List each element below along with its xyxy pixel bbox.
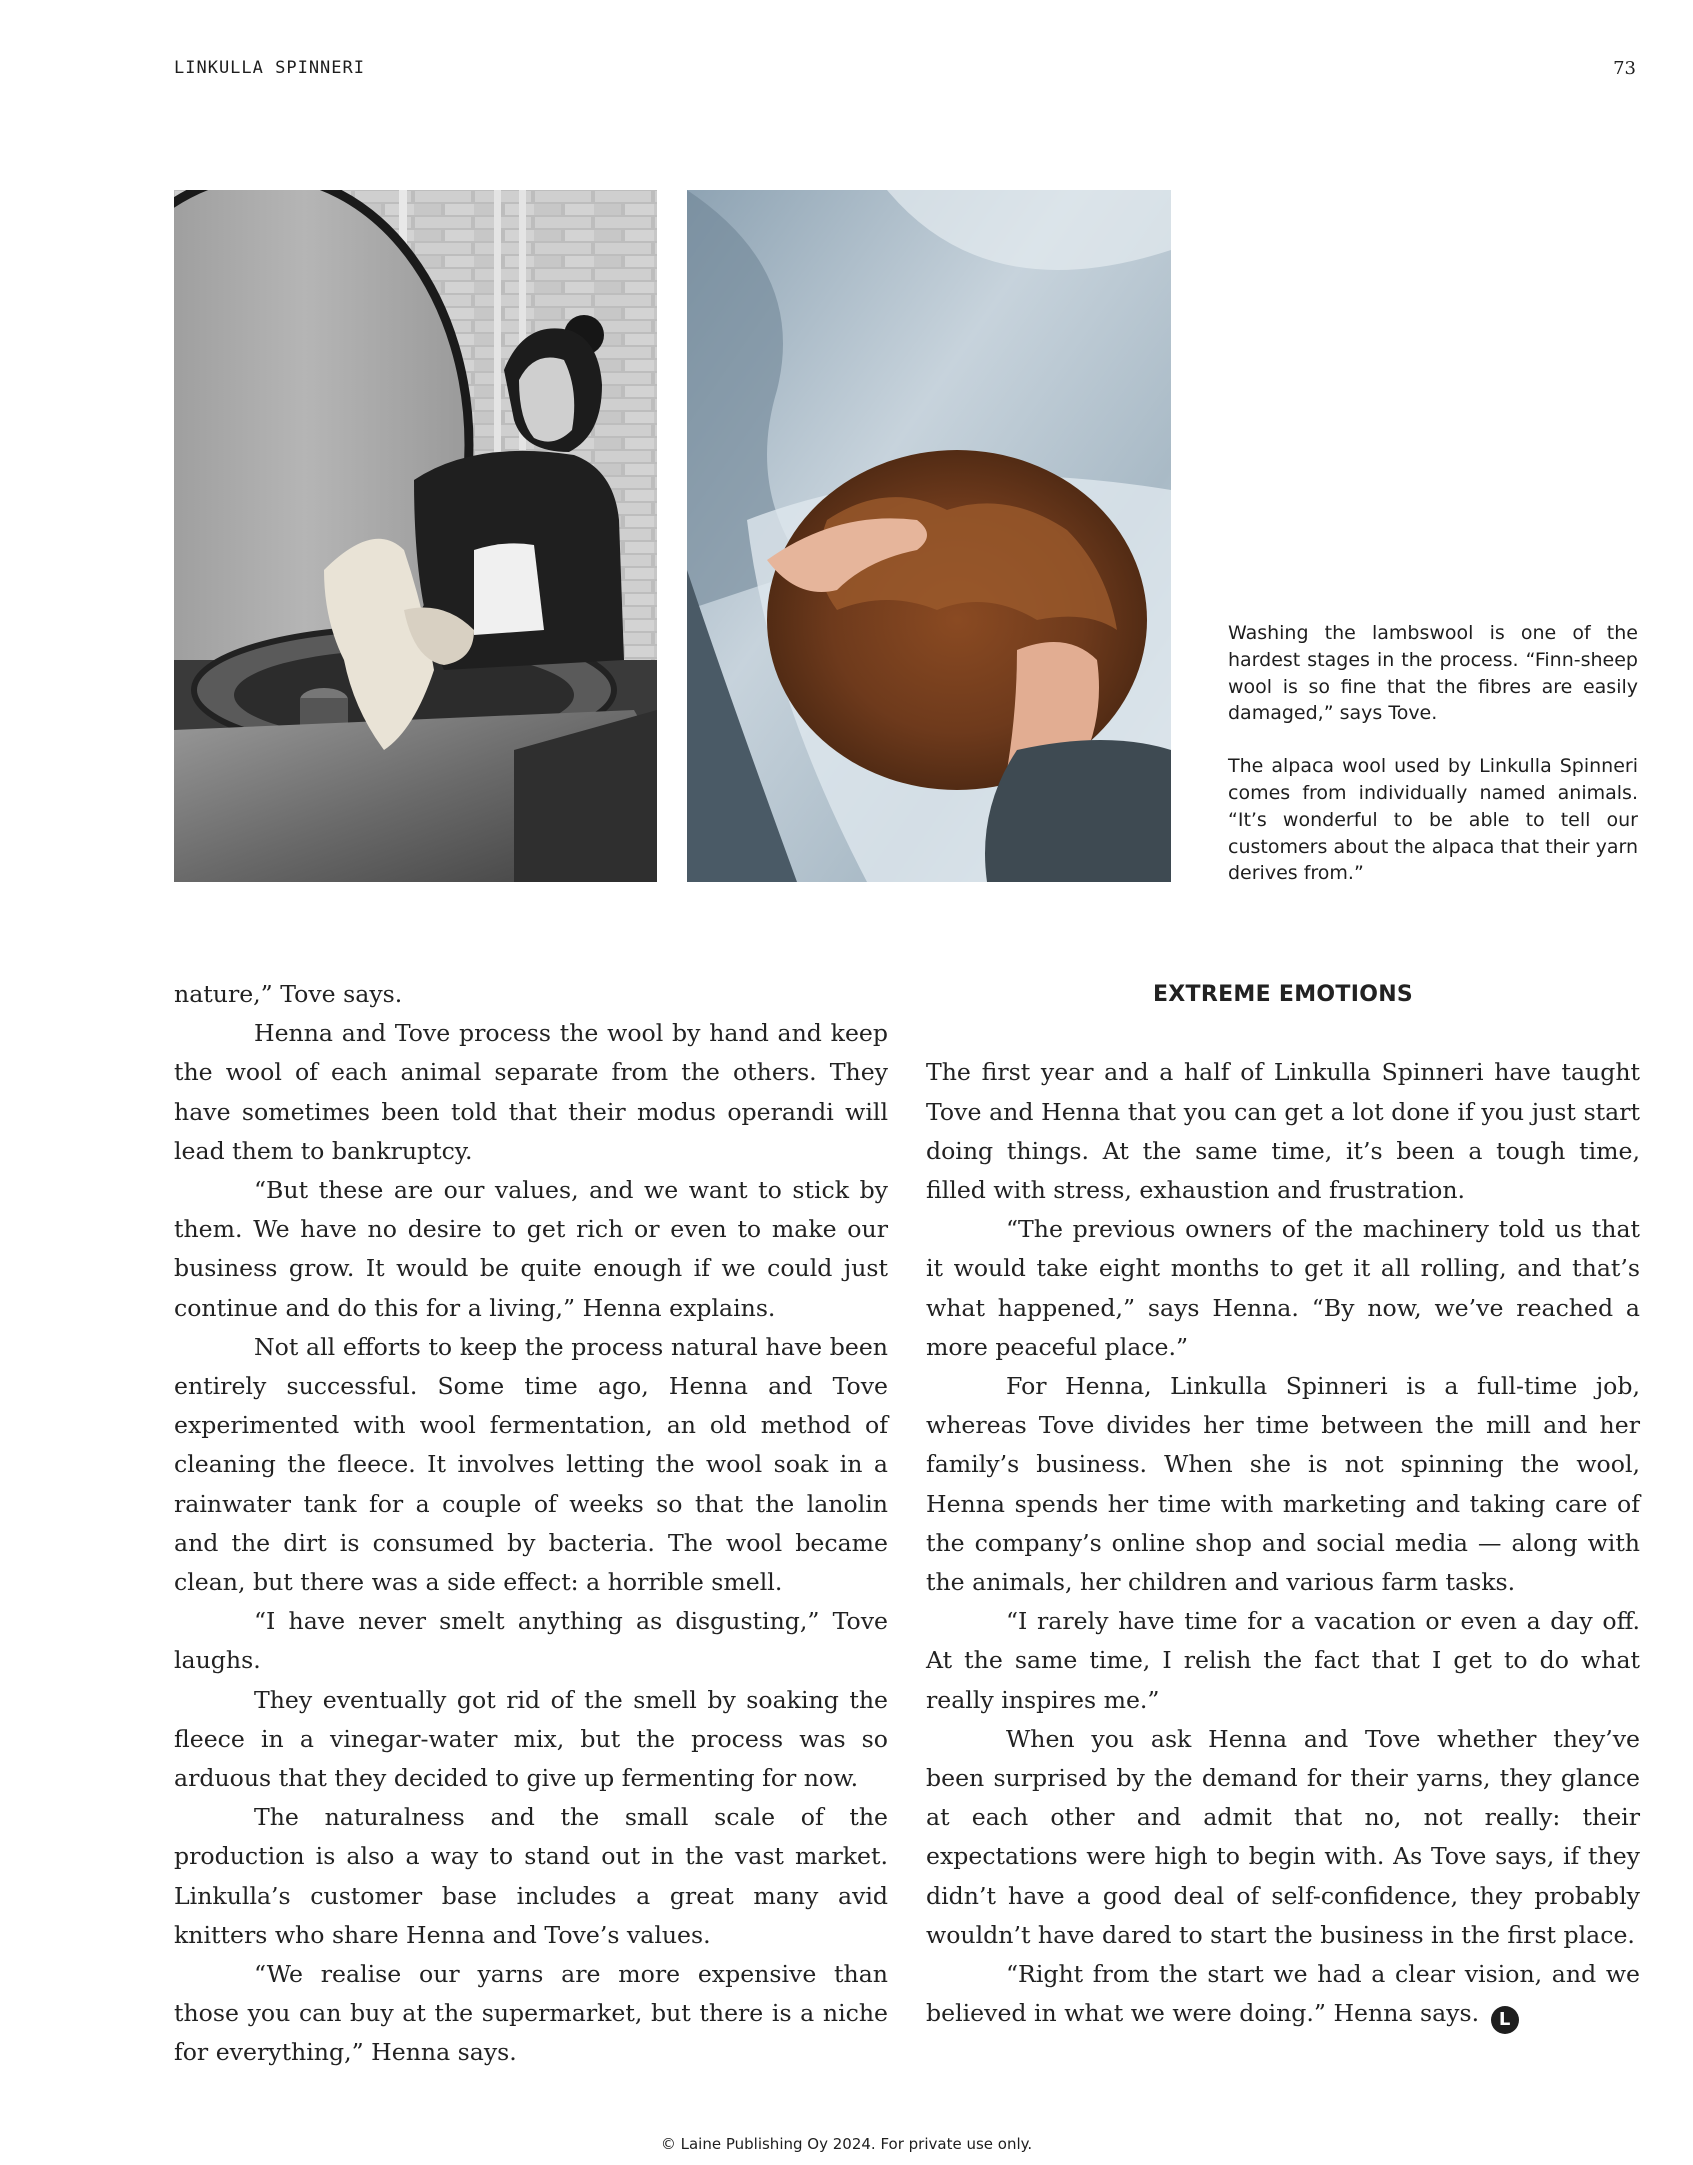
- caption-washing: Washing the lambswool is one of the hardest stages in the process. “Finn-sheep wool is so fine that the fibres are easily damaged,” says Tove.: [1228, 622, 1638, 725]
- section-heading: EXTREME EMOTIONS: [1152, 982, 1414, 1007]
- paragraph: “We realise our yarns are more expensive than those you can buy at the supermarket, but there is a niche for everything,” Henna says.: [174, 1960, 888, 2067]
- paragraph: nature,” Tove says.: [174, 980, 403, 1008]
- paragraph: “The previous owners of the machinery told us that it would take eight months to get it all rolling, and that’s what happened,” says Henna. “By now, we’ve reached a more peaceful place.”: [926, 1215, 1640, 1361]
- footer-copyright: © Laine Publishing Oy 2024. For private use only.: [660, 2135, 1033, 2153]
- photo-wool-washing: [174, 190, 657, 882]
- paragraph: “I have never smelt anything as disgusting,” Tove laughs.: [174, 1607, 888, 1675]
- paragraph: “But these are our values, and we want to stick by them. We have no desire to get rich or even to make our business grow. It would be quite enough if we could just continue and do this for a living,” Henna explains.: [174, 1176, 888, 1322]
- paragraph: Not all efforts to keep the process natural have been entirely successful. Some time ago, Henna and Tove experimented with wool fermentation, an old method of cleaning the fleece. It involves letting the wool soak in a rainwater tank for a couple of weeks so that the lanolin and the dirt is consumed by bacteria. The wool became clean, but there was a side effect: a horrible smell.: [174, 1332, 888, 1597]
- paragraph: They eventually got rid of the smell by soaking the fleece in a vinegar-water mix, but the process was so arduous that they decided to give up fermenting for now.: [174, 1685, 888, 1793]
- paragraph: “I rarely have time for a vacation or even a day off. At the same time, I relish the fact that I get to do what really inspires me.”: [926, 1607, 1640, 1714]
- final-paragraph: [926, 1955, 1640, 2034]
- article-right-column: [926, 975, 1640, 2034]
- photo-alpaca-fleece: [687, 190, 1171, 882]
- page-number: 73: [1613, 58, 1636, 79]
- paragraph: The naturalness and the small scale of the production is also a way to stand out in the vast market. Linkulla’s customer base includes a great many avid knitters who share Henna and Tove’s values.: [174, 1803, 888, 1949]
- end-mark-icon: L: [1491, 2006, 1519, 2034]
- paragraph: Henna and Tove process the wool by hand and keep the wool of each animal separate from the others. They have sometimes been told that their modus operandi will lead them to bankruptcy.: [174, 1019, 888, 1165]
- paragraph-text: “Right from the start we had a clear vision, and we believed in what we were doing.” Henna says.: [926, 1960, 1640, 2028]
- photo-captions: [1228, 620, 1638, 913]
- paragraph: When you ask Henna and Tove whether they’ve been surprised by the demand for their yarns, they glance at each other and admit that no, not really: their expectations were high to begin with. As Tove says, if they didn’t have a good deal of self-confidence, they probably wouldn’t have dared to start the business in the first place.: [926, 1724, 1640, 1949]
- paragraph: The first year and a half of Linkulla Spinneri have taught Tove and Henna that you can get a lot done if you just start doing things. At the same time, it’s been a tough time, filled with stress, exhaustion and frustration.: [926, 1058, 1640, 1204]
- article-left-column: [174, 975, 888, 2073]
- running-head: LINKULLA SPINNERI: [174, 58, 365, 78]
- caption-alpaca: The alpaca wool used by Linkulla Spinneri comes from individually named animals. “It’s wonderful to be able to tell our customers about the alpaca that their yarn derives from.”: [1228, 755, 1638, 885]
- paragraph: For Henna, Linkulla Spinneri is a full-time job, whereas Tove divides her time between the mill and her family’s business. When she is not spinning the wool, Henna spends her time with marketing and taking care of the company’s online shop and social media — along with the animals, her children and various farm tasks.: [926, 1372, 1640, 1597]
